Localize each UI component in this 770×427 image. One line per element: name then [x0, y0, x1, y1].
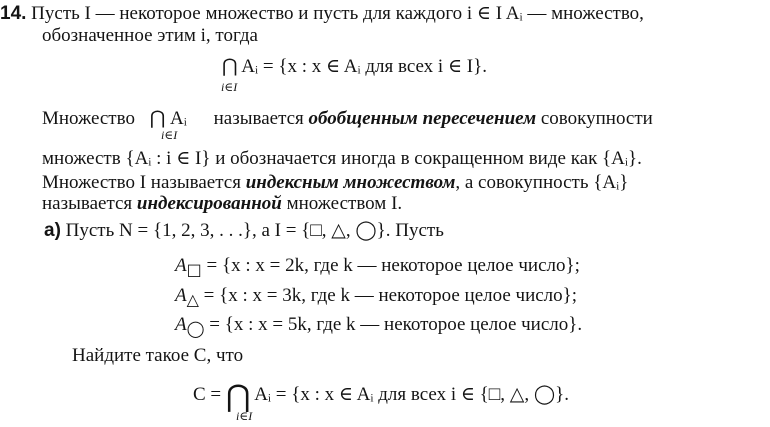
intro-line1-text: Пусть I — некоторое множество и пусть для каждого i ∈ I Aᵢ — множество, [31, 3, 644, 24]
formula1-subscript: i∈I [221, 80, 238, 94]
set-square-def [175, 255, 580, 282]
part-a-text: Пусть N = {1, 2, 3, . . .}, а I = {□, △, ◯}. Пусть [65, 220, 444, 241]
part-a-line [44, 220, 444, 242]
problem-number: 14. [0, 3, 27, 24]
find-line [72, 345, 243, 367]
set-circle-symbol: $A_◯$ [175, 314, 205, 338]
para3-term2: индексированной [136, 193, 282, 214]
para3-line2-b: множеством I. [286, 193, 403, 214]
para3-line2 [42, 193, 402, 215]
intro-line2-text: обозначенное этим i, тогда [42, 25, 258, 46]
para2-subscript: i∈I [161, 128, 178, 142]
para3-line2-a: называется [42, 193, 133, 214]
para2-mid: называется [213, 108, 304, 129]
set-square-symbol: $A_□$ [175, 255, 202, 279]
para3-line1-a: Множество I называется [42, 172, 241, 193]
set-circle-def [175, 314, 582, 341]
set-triangle-text: = {x : x = 3k, где k — некоторое целое число}; [203, 285, 578, 306]
formula-intersection-definition [222, 56, 487, 78]
set-square-text: = {x : x = 2k, где k — некоторое целое число}; [206, 255, 580, 276]
para3-line1-b: , а совокупность {Aᵢ} [455, 172, 629, 193]
formula2-cap: ⋂ [225, 380, 251, 413]
formula2-right: Aᵢ = {x : x ∈ Aᵢ для всех i ∈ {□, △, ◯}. [254, 384, 570, 405]
para2-end: совокупности [540, 108, 653, 129]
para2-line2 [42, 148, 642, 170]
para2-term: обобщенным пересечением [308, 108, 537, 129]
set-triangle-def [175, 285, 577, 312]
para2-start: Множество [42, 108, 135, 129]
formula2-left: C = [193, 384, 222, 405]
para2-line2-text: множеств {Aᵢ : i ∈ I} и обозначается иногда в сокращенном виде как {Aᵢ}. [42, 148, 642, 169]
problem-intro-line1 [0, 3, 644, 25]
formula-find-c [193, 382, 569, 412]
set-triangle-symbol: $A_\triangle$ [175, 285, 199, 309]
para3-term1: индексным множеством [245, 172, 456, 193]
para2-line1 [42, 108, 653, 130]
para2-cap: ⋂ Aᵢ [149, 108, 187, 129]
formula2-subscript: i∈I [236, 409, 253, 423]
problem-intro-line2 [42, 25, 258, 47]
formula1-text: ⋂ Aᵢ = {x : x ∈ Aᵢ для всех i ∈ I}. [222, 56, 487, 77]
set-circle-text: = {x : x = 5k, где k — некоторое целое число}. [209, 314, 583, 335]
part-a-label: а) [44, 220, 61, 241]
find-text: Найдите такое C, что [72, 345, 244, 366]
para3-line1 [42, 172, 628, 194]
